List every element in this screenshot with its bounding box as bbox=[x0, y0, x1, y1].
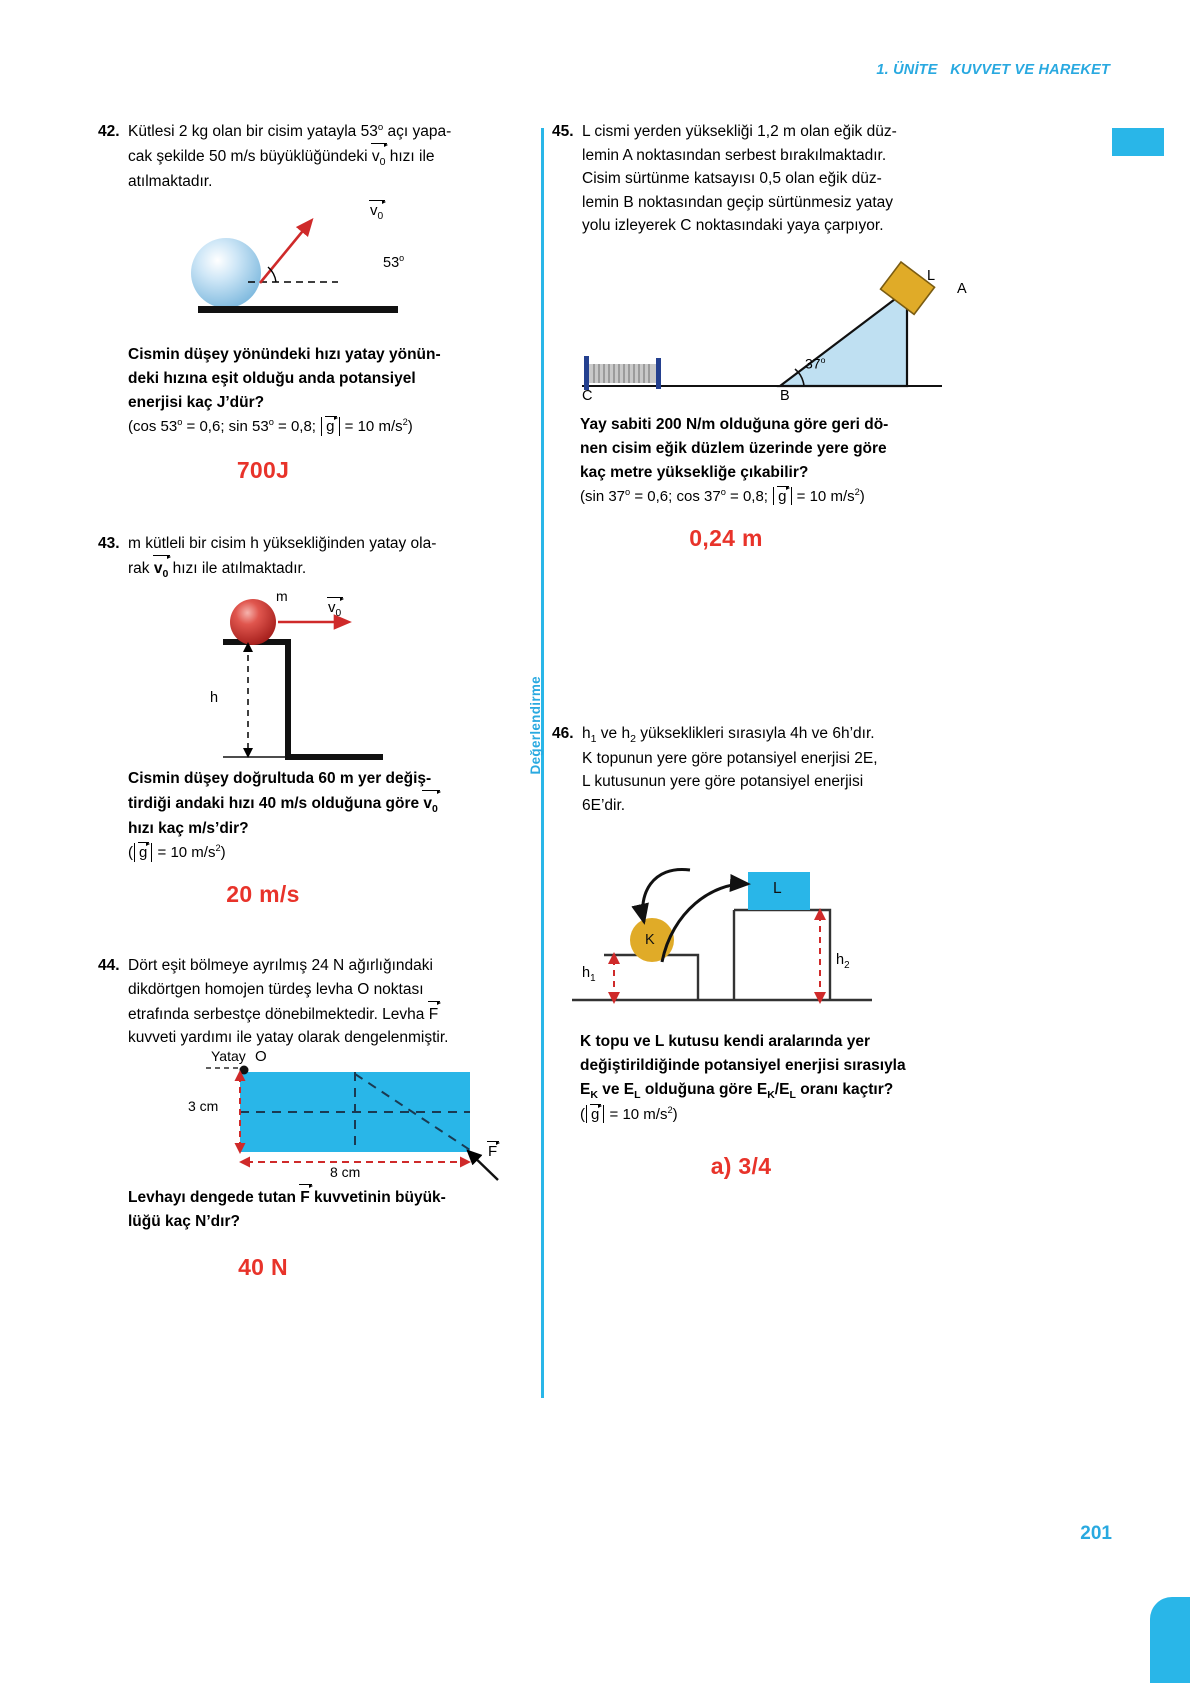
q42-line1b: açı yapa- bbox=[383, 123, 452, 140]
vector-v0-q43-icon: $v_0$ bbox=[154, 556, 168, 582]
q44-force-label bbox=[488, 1142, 497, 1160]
q44-width-label: 8 cm bbox=[330, 1163, 361, 1180]
two-platforms-diagram bbox=[552, 840, 972, 1030]
question-42 bbox=[98, 120, 538, 484]
question-46-prompt bbox=[552, 1030, 992, 1180]
corner-tab-marker bbox=[1112, 128, 1164, 156]
question-46-text: $h_1$ ve $h_2$ yükseklikleri sırasıyla 4h ve 6h’dır. K topunun yere göre potansiyel enerjisi 2E, L kutusunun yere göre potansiyel enerjisi 6E’dir. bbox=[582, 724, 878, 814]
q43-velocity-label bbox=[328, 598, 341, 619]
question-46-figure bbox=[552, 840, 992, 1030]
q44-height-label: 3 cm bbox=[188, 1097, 219, 1114]
projectile-diagram bbox=[98, 193, 538, 343]
left-column bbox=[98, 120, 538, 1285]
q43-mass-label: m bbox=[276, 587, 288, 604]
question-43-number: 43. bbox=[98, 535, 120, 553]
question-45-text: L cismi yerden yüksekliği 1,2 m olan eğik düz- lemin A noktasından serbest bırakılmaktadır. Cisim sürtünme katsayısı 0,5 olan eğik düz- lemin B noktasından geçip sürtünmesiz yatay yolu izleyerek C noktasındaki yaya çarpıyor. bbox=[582, 123, 897, 235]
question-42-figure bbox=[98, 193, 538, 343]
unit-header: 1. ÜNİTE KUVVET VE HAREKET bbox=[876, 62, 1110, 78]
question-46 bbox=[552, 722, 992, 1180]
q42-answer: 700J bbox=[236, 457, 290, 484]
q45-bold: Yay sabiti 200 N/m olduğuna göre geri dö- nen cisim eğik düzlem üzerinde yere göre kaç metre yüksekliğe çıkabilir? bbox=[580, 415, 889, 481]
question-44-prompt bbox=[98, 1185, 538, 1281]
question-45-figure bbox=[552, 248, 992, 413]
plate-diagram bbox=[98, 1047, 538, 1185]
q42-line1: Kütlesi 2 kg olan bir cisim yatayla 53 bbox=[128, 123, 378, 140]
q45-point-c-label: C bbox=[582, 387, 593, 404]
section-side-label: Değerlendirme bbox=[528, 676, 543, 775]
q46-h2-label: $h_2$ bbox=[836, 951, 850, 971]
q44-yatay-label: Yatay bbox=[211, 1047, 246, 1064]
question-44-figure bbox=[98, 1047, 538, 1185]
corner-bottom-decoration bbox=[1150, 1597, 1190, 1683]
vector-F-q44-bold-icon: F bbox=[300, 1185, 309, 1210]
vector-v0-q43-fig-icon: $v_0$ bbox=[328, 598, 342, 619]
question-46-number: 46. bbox=[552, 724, 574, 742]
page-number: 201 bbox=[1080, 1523, 1112, 1544]
q45-angle-label: 37$^o$ bbox=[805, 354, 826, 372]
q42-angle-label: 53$^o$ bbox=[383, 253, 405, 272]
q44-answer: 40 N bbox=[238, 1253, 288, 1280]
q44-pivot-label: O bbox=[255, 1047, 267, 1065]
q42-given: (cos $53^o = 0,6$; $\sin 53^o = 0,8$; g = 10 $m/s^2$) bbox=[128, 417, 413, 436]
q43-given: ( g = 10 $m/s^2$) bbox=[128, 843, 226, 862]
vector-v0-icon: $v_0$ bbox=[372, 144, 386, 170]
question-45 bbox=[552, 120, 992, 552]
q45-answer: 0,24 m bbox=[689, 524, 763, 551]
question-42-prompt bbox=[98, 343, 538, 484]
q42-velocity-label bbox=[370, 201, 383, 222]
vector-v0-q43-bold-icon: $v_0$ bbox=[423, 791, 437, 817]
q46-answer: a) 3/4 bbox=[710, 1153, 772, 1180]
q45-given: (sin $37^o = 0,6$; $\cos 37^o = 0,8$; g = 10 $m/s^2$) bbox=[580, 486, 865, 505]
question-42-text: Kütlesi 2 kg olan bir cisim yatayla 53$^o$ açı yapa- cak şekilde 50 m/s büyüklüğündeki $v_0$ hızı ile atılmaktadır. bbox=[128, 121, 452, 190]
q42-line2a: cak şekilde 50 m/s büyüklüğündeki bbox=[128, 147, 372, 165]
question-45-number: 45. bbox=[552, 123, 574, 140]
question-44 bbox=[98, 954, 538, 1280]
vector-g-q43-icon: g bbox=[139, 844, 148, 862]
q45-point-b-label: B bbox=[780, 387, 790, 404]
vector-g-q45-icon: g bbox=[778, 487, 787, 505]
question-42-number: 42. bbox=[98, 123, 120, 140]
q46-box-label: L bbox=[773, 879, 782, 897]
q45-point-a-label: A bbox=[957, 280, 967, 297]
q45-block-label: L bbox=[927, 267, 936, 284]
q42-bold: Cismin düşey yönündeki hızı yatay yönün- deki hızına eşit olduğu anda potansiyel enerjisi kaç J’dür? bbox=[128, 346, 441, 412]
question-45-prompt bbox=[552, 413, 992, 552]
question-43 bbox=[98, 532, 538, 908]
question-43-figure bbox=[98, 582, 538, 767]
q44-bold: Levhayı dengede tutan F kuvvetinin büyük- lüğü kaç N’dır? bbox=[128, 1185, 538, 1234]
q46-h1-label: $h_1$ bbox=[582, 964, 596, 984]
vector-F-q44-icon: F bbox=[429, 1002, 438, 1027]
q46-bold: K topu ve L kutusu kendi aralarında yer değiştirildiğinde potansiyel enerjisi sırasıyla $E_K$ ve $E_L$ olduğuna göre $E_K/E_L$ oranı kaçtır? bbox=[580, 1032, 906, 1101]
question-43-prompt bbox=[98, 767, 538, 908]
q42-line3: atılmaktadır. bbox=[128, 172, 213, 190]
right-column bbox=[552, 120, 992, 1184]
q42-line2b: hızı ile bbox=[385, 147, 435, 165]
incline-spring-diagram bbox=[552, 248, 972, 413]
vector-F-q44-fig-icon: F bbox=[488, 1142, 498, 1160]
q46-ball-label: K bbox=[645, 931, 655, 948]
platform-diagram bbox=[98, 582, 538, 767]
q43-answer: 20 m/s bbox=[226, 881, 300, 908]
question-44-number: 44. bbox=[98, 957, 120, 975]
q43-bold: Cismin düşey doğrultuda 60 m yer değiş- tirdiği andaki hızı 40 m/s olduğuna göre $v_0$ hızı kaç m/s’dir? bbox=[128, 769, 438, 838]
question-43-text: m kütleli bir cisim h yüksekliğinden yatay ola- rak $v_0$ hızı ile atılmaktadır. bbox=[128, 532, 436, 582]
vector-g-q46-icon: g bbox=[591, 1106, 600, 1124]
question-44-text: Dört eşit bölmeye ayrılmış 24 N ağırlığındaki dikdörtgen homojen türdeş levha O noktası etrafında serbestçe dönebilmektedir. Levha F kuvveti yardımı ile yatay olarak dengelenmiştir. bbox=[128, 957, 449, 1047]
q43-height-label: h bbox=[210, 689, 219, 706]
q46-given: ( g = 10 $m/s^2$) bbox=[580, 1105, 678, 1124]
vector-g-icon: g bbox=[326, 418, 335, 436]
vector-v0-figure-icon: $v_0$ bbox=[370, 202, 384, 223]
